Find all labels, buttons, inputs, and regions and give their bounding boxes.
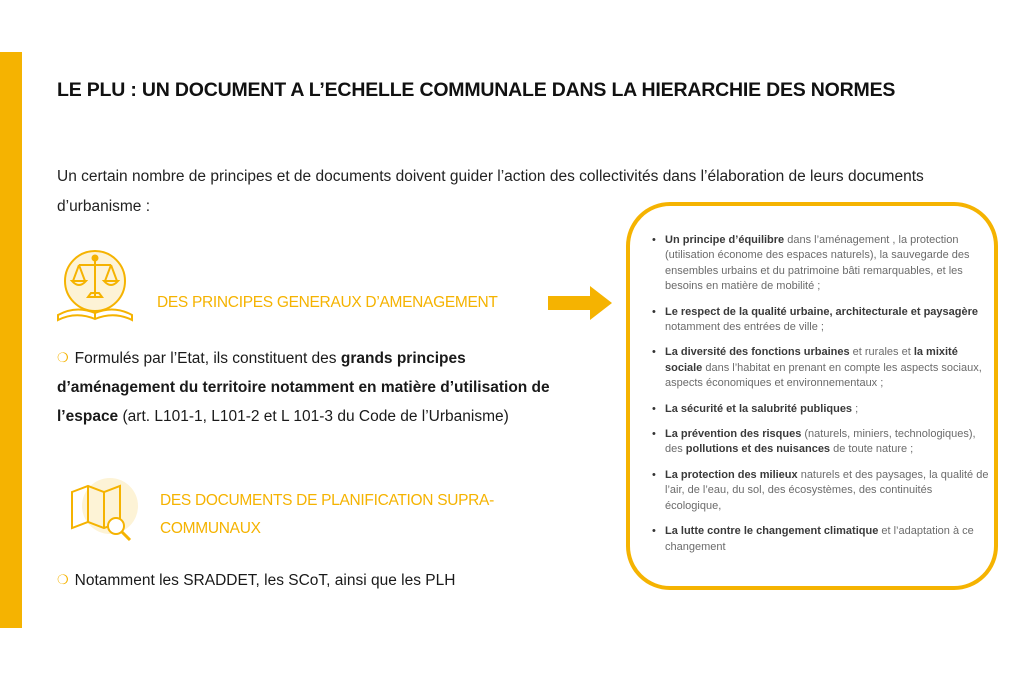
section-documents-heading: DES DOCUMENTS DE PLANIFICATION SUPRA-COMMUNAUX [160, 492, 494, 537]
list-item: • La protection des milieux naturels et des paysages, la qualité de l’air, de l’eau, du sol, des écosystèmes, des continuités écologique, [652, 468, 990, 514]
ring-bullet-icon: ❍ [57, 350, 69, 365]
list-item: • Le respect de la qualité urbaine, architecturale et paysagère notamment des entrées de ville ; [652, 305, 990, 336]
scales-of-justice-book-icon [50, 245, 140, 325]
list-item: • La sécurité et la salubrité publiques ; [652, 402, 990, 417]
page-number: 6 [7, 636, 13, 646]
list-item: • La diversité des fonctions urbaines et rurales et la mixité sociale dans l’habitat en prenant en compte les aspects sociaux, aspects économiques et environnementaux ; [652, 345, 990, 391]
ring-bullet-icon: ❍ [57, 572, 69, 587]
intro-text: Un certain nombre de principes et de documents doivent guider l’action des collectivités dans l’élaboration de leurs documents d’urbanisme : [57, 168, 924, 215]
accent-side-bar [0, 52, 22, 646]
principles-list [652, 233, 990, 565]
list-item: • La prévention des risques (naturels, miniers, technologiques), des pollutions et des nuisances de toute nature ; [652, 427, 990, 458]
list-item: • La lutte contre le changement climatique et l’adaptation à ce changement [652, 524, 990, 555]
principles-description: ❍ Formulés par l’Etat, ils constituent des grands principes d’aménagement du territoire notamment en matière d’utilisation de l’espace (art. L101-1, L101-2 et L 101-3 du Code de l’Urbanisme) [57, 350, 550, 425]
list-item: • Un principe d’équilibre dans l’aménagement , la protection (utilisation économe des espaces naturels), la sauvegarde des ensembles urbains et du patrimoine bâti remarquables, et les besoins en matière de mobilité ; [652, 233, 990, 295]
documents-description: ❍ Notamment les SRADDET, les SCoT, ainsi que les PLH [57, 572, 456, 589]
map-magnifier-icon [68, 478, 140, 544]
slide-title: LE PLU : UN DOCUMENT A L’ECHELLE COMMUNALE DANS LA HIERARCHIE DES NORMES [57, 79, 896, 101]
section-principles-heading: DES PRINCIPES GENERAUX D’AMENAGEMENT [157, 294, 498, 311]
arrow-right-icon [548, 286, 612, 320]
